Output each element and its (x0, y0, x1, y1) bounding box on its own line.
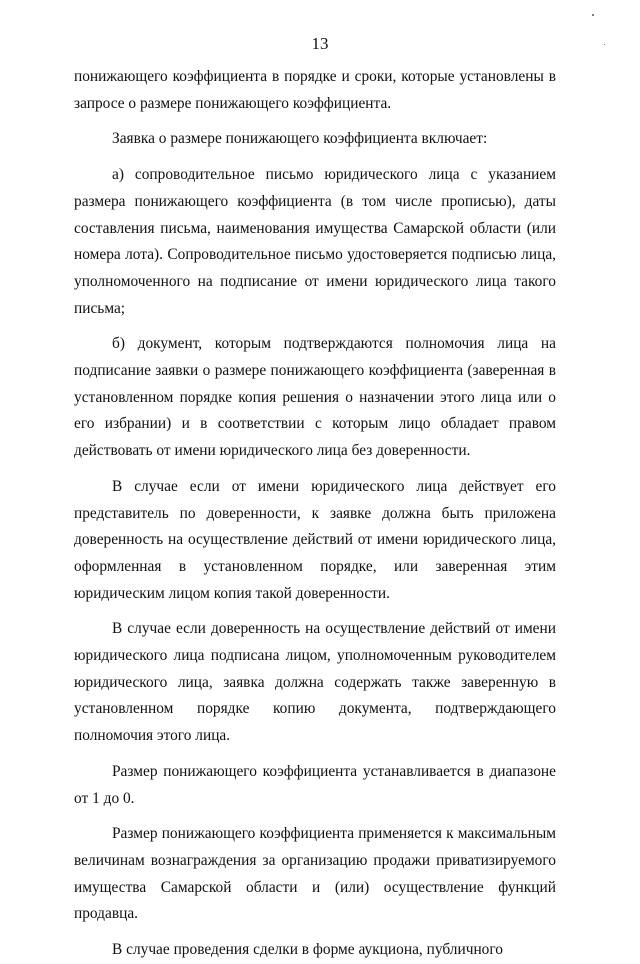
document-body (74, 64, 556, 964)
paragraph-item-b: б) документ, которым подтверждаются полномочия лица на подписание заявки о размере понижающего коэффициента (заверенная в установленном порядке копия решения о назначении этого лица или о его избрании) и в соответствии с которым лицо обладает правом действовать от имени юридического лица без доверенности. (74, 335, 556, 460)
paragraph-authorized-person: В случае если доверенность на осуществление действий от имени юридического лица подписана лицом, уполномоченным руководителем юридического лица, заявка должна содержать также заверенную в установленном порядке копию документа, подтверждающего полномочия этого лица. (74, 620, 556, 745)
page-number: 13 (311, 34, 329, 53)
paragraph-auction: В случае проведения сделки в форме аукциона, публичного (112, 941, 504, 959)
paragraph-continuation: понижающего коэффициента в порядке и сроки, которые установлены в запросе о размере понижающего коэффициента. (74, 68, 556, 112)
paragraph-representative: В случае если от имени юридического лица действует его представитель по доверенности, к заявке должна быть приложена доверенность на осуществление действий от имени юридического лица, оформленная в установленном порядке, или заверенная этим юридическим лицом копия такой доверенности. (74, 477, 556, 602)
paragraph-coefficient-range: Размер понижающего коэффициента устанавливается в диапазоне от 1 до 0. (74, 762, 556, 807)
paragraph-application-contents: Заявка о размере понижающего коэффициента включает: (112, 130, 488, 148)
scan-speck (592, 14, 594, 16)
paragraph-coefficient-application: Размер понижающего коэффициента применяется к максимальным величинам вознаграждения за организацию продажи приватизируемого имущества Самарской области и (или) осуществление функций продавца. (74, 825, 556, 923)
paragraph-item-a: а) сопроводительное письмо юридического лица с указанием размера понижающего коэффициента (в том числе прописью), даты составления письма, наименования имущества Самарской области (или номера лота). Сопроводительное письмо удостоверяется подписью лица, уполномоченного на подписание от имени юридического лица такого письма; (74, 166, 556, 317)
